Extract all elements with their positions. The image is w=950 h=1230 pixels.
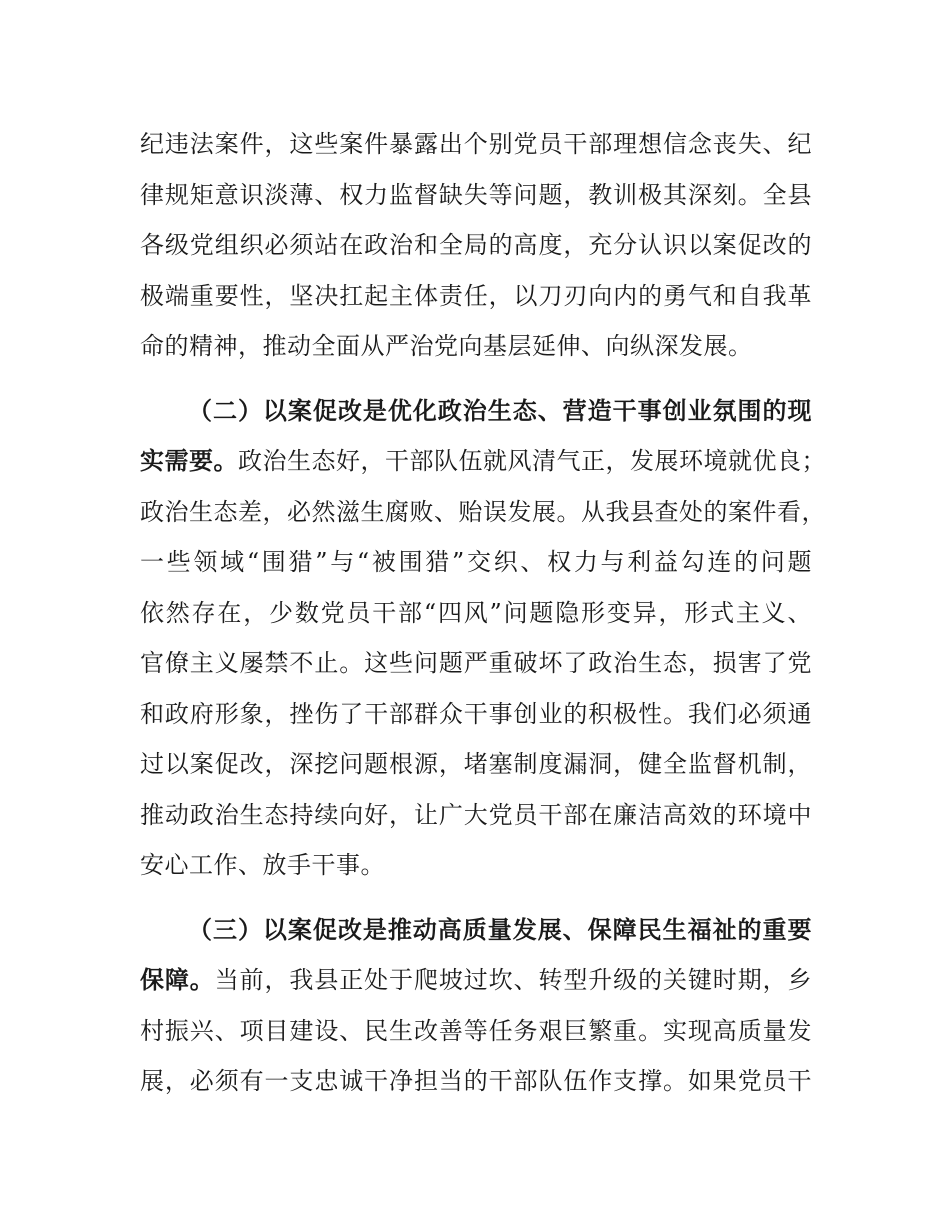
line-text: 过以案促改，深挖问题根源，堵塞制度漏洞，健全监督机制， [140,750,812,778]
text-line [140,692,812,743]
line-text: 命的精神，推动全面从严治党向基层延伸、向纵深发展。 [140,332,753,360]
section-heading: 保障。 [140,965,215,994]
line-text: 纪违法案件，这些案件暴露出个别党员干部理想信念丧失、纪 [140,130,812,158]
line-text: 官僚主义屡禁不止。这些问题严重破坏了政治生态，损害了党 [140,649,812,677]
line-text: 政治生态差，必然滋生腐败、贻误发展。从我县查处的案件看， [140,497,826,526]
line-text: 一些领域“围猎”与“被围猎”交织、权力与利益勾连的问题 [140,548,812,576]
text-line [140,742,812,793]
text-line [140,389,812,440]
line-text: 和政府形象，挫伤了干部群众干事创业的积极性。我们必须通 [140,699,812,728]
text-line [140,490,826,541]
text-line [140,591,812,642]
text-line [140,540,812,591]
text-line [140,908,812,959]
document-page [140,122,826,1110]
text-line [140,641,812,692]
line-text: 村振兴、项目建设、民生改善等任务艰巨繁重。实现高质量发 [140,1016,812,1045]
line-text: 安心工作、放手干事。 [140,851,385,879]
paragraph-gap [140,894,812,908]
text-line [140,274,812,325]
text-line [140,958,812,1009]
text-line [140,1059,812,1110]
text-line [140,1009,812,1060]
text-line [140,324,812,375]
line-text: 各级党组织必须站在政治和全局的高度，充分认识以案促改的 [140,231,812,259]
paragraph-gap [140,375,812,389]
text-line [140,439,826,490]
line-text: 律规矩意识淡薄、权力监督缺失等问题，教训极其深刻。全县 [140,180,812,209]
line-text: 推动政治生态持续向好，让广大党员干部在廉洁高效的环境中 [140,800,812,829]
paragraph [140,122,812,375]
paragraph [140,389,826,894]
text-line [140,122,812,173]
paragraph [140,908,812,1110]
text-line [140,173,812,224]
section-heading: 实需要。 [140,446,238,475]
line-text: 极端重要性，坚决扛起主体责任，以刀刃向内的勇气和自我革 [140,281,812,310]
section-heading: （二）以案促改是优化政治生态、营造干事创业氛围的现 [188,395,812,425]
text-line [140,843,812,894]
line-text: 政治生态好，干部队伍就风清气正，发展环境就优良； [238,447,826,475]
line-text: 当前，我县正处于爬坡过坎、转型升级的关键时期，乡 [214,966,813,994]
section-heading: （三）以案促改是推动高质量发展、保障民生福祉的重要 [188,914,812,944]
text-line [140,223,812,274]
line-text: 依然存在，少数党员干部“四风”问题隐形变异，形式主义、 [140,598,812,627]
text-line [140,793,812,844]
line-text: 展，必须有一支忠诚干净担当的干部队伍作支撑。如果党员干 [140,1067,812,1095]
